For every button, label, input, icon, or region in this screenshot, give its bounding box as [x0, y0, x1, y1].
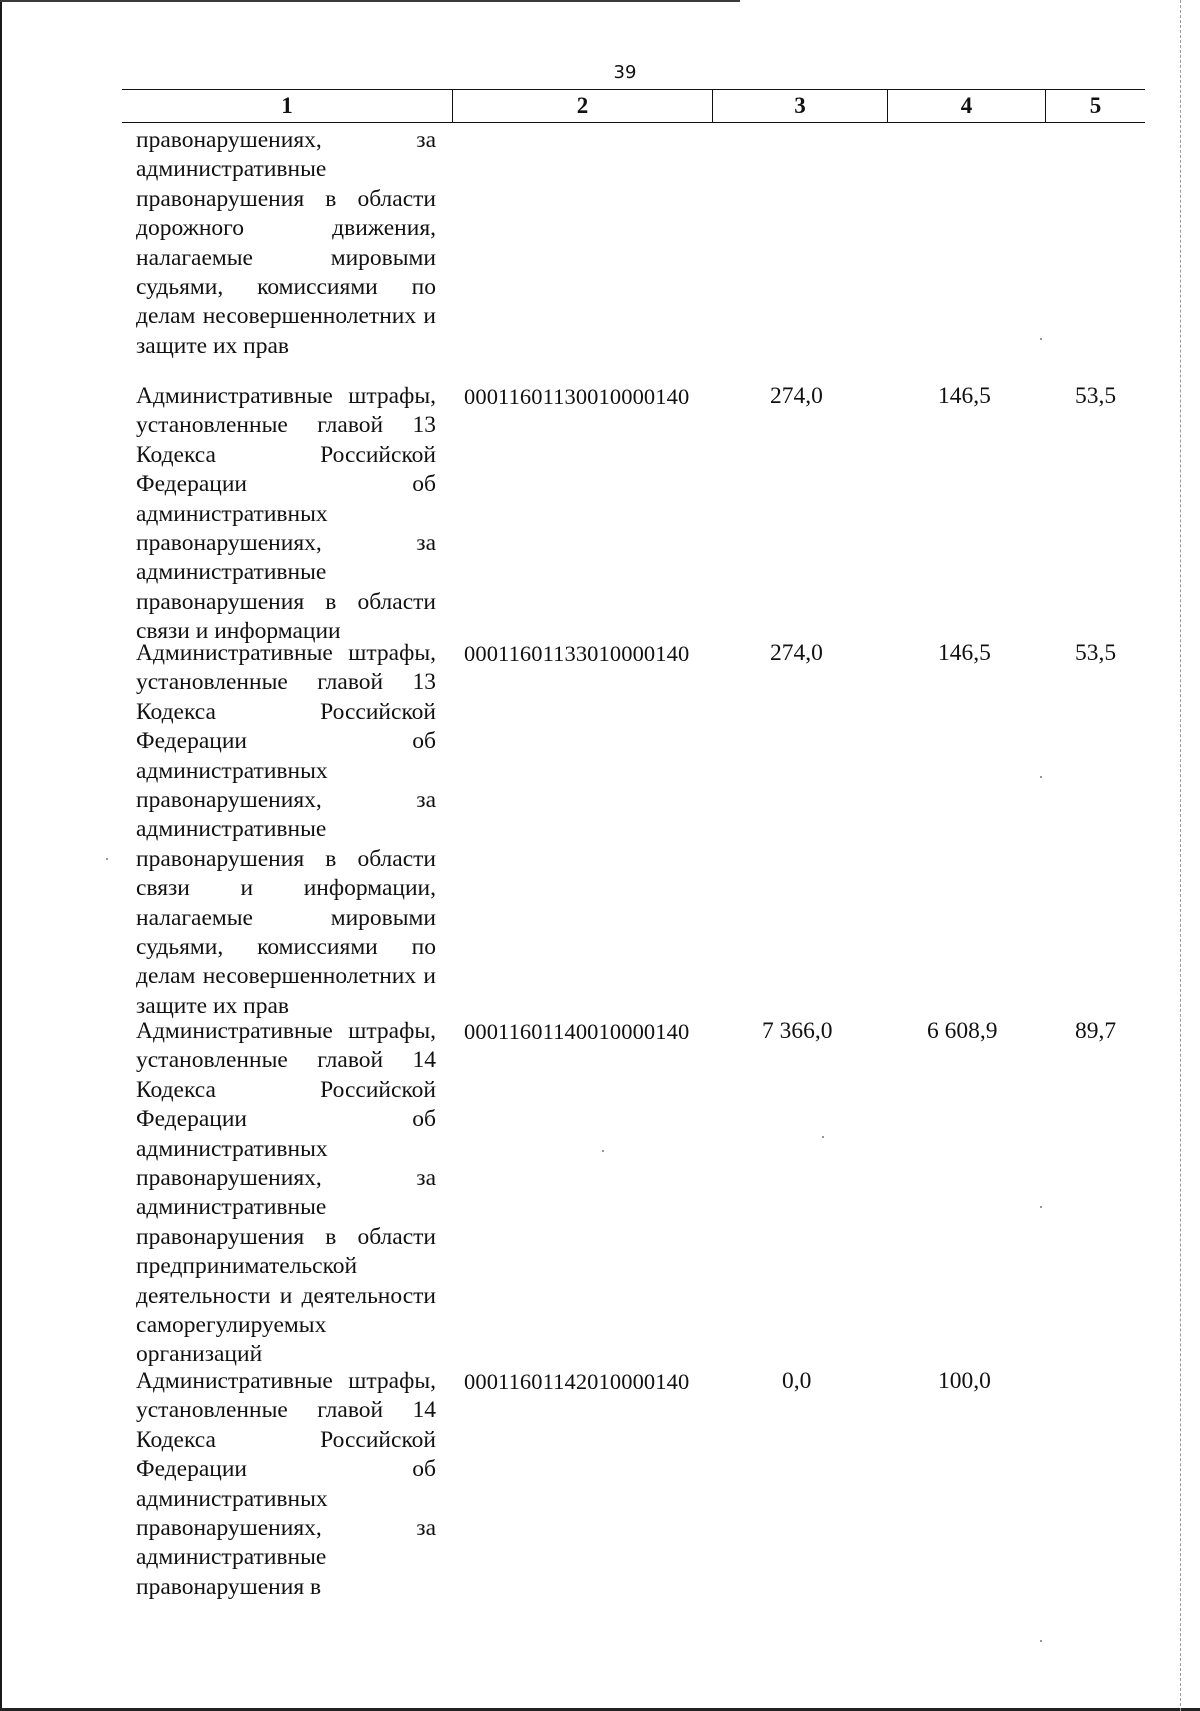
scan-border-left	[0, 0, 2, 1711]
scan-speck	[1040, 1206, 1042, 1208]
header-cell-1: 1	[281, 93, 293, 118]
scan-border-right	[1180, 0, 1182, 1711]
header-cell-4: 4	[887, 90, 1045, 122]
row-code: 00011601130010000140	[464, 384, 690, 409]
row-value-col5: 89,7	[1075, 1018, 1117, 1044]
row-value-col3: 274,0	[770, 640, 823, 666]
row-code: 00011601142010000140	[464, 1369, 690, 1394]
scan-speck	[602, 1150, 604, 1152]
row-value-col4: 6 608,9	[927, 1018, 998, 1044]
scan-speck	[106, 858, 108, 860]
row-description: Административные штрафы, установленные главой 14 Кодекса Российской Федерации об административных правонарушениях, за административные правонарушения в области предпринимательской деятельности и деятельности саморегулируемых организаций	[136, 1018, 436, 1368]
scan-speck	[1040, 1640, 1042, 1642]
page-number: 39	[613, 62, 637, 83]
scan-speck	[822, 1136, 824, 1138]
row-description: Административные штрафы, установленные главой 14 Кодекса Российской Федерации об административных правонарушениях, за административные правонарушения в	[136, 1368, 436, 1600]
row-description: Административные штрафы, установленные главой 13 Кодекса Российской Федерации об административных правонарушениях, за административные правонарушения в области связи и информации	[136, 383, 436, 645]
scan-border-top	[0, 0, 740, 2]
row-value-col4: 146,5	[938, 383, 991, 409]
row-code: 00011601133010000140	[464, 641, 690, 666]
row-value-col5: 53,5	[1075, 383, 1117, 409]
row-value-col3: 0,0	[782, 1368, 812, 1394]
row-value-col4: 146,5	[938, 640, 991, 666]
row-value-col4: 100,0	[938, 1368, 991, 1394]
header-cell-3: 3	[712, 90, 887, 122]
scan-speck	[1040, 338, 1042, 340]
header-cell-2: 2	[452, 90, 712, 122]
scan-speck	[1040, 776, 1042, 778]
row-value-col3: 7 366,0	[762, 1018, 833, 1044]
row-code: 00011601140010000140	[464, 1019, 690, 1044]
header-cell-5: 5	[1045, 90, 1145, 122]
row-description: правонарушениях, за административные правонарушения в области дорожного движения, налагаемые мировыми судьями, комиссиями по делам несовершеннолетних и защите их прав	[136, 127, 436, 359]
row-value-col3: 274,0	[770, 383, 823, 409]
row-description: Административные штрафы, установленные главой 13 Кодекса Российской Федерации об административных правонарушениях, за административные правонарушения в области связи и информации, налагаемые мировыми судьями, комиссиями по делам несовершеннолетних и защите их прав	[136, 640, 436, 1019]
row-value-col5: 53,5	[1075, 640, 1117, 666]
table-header	[122, 89, 1145, 123]
